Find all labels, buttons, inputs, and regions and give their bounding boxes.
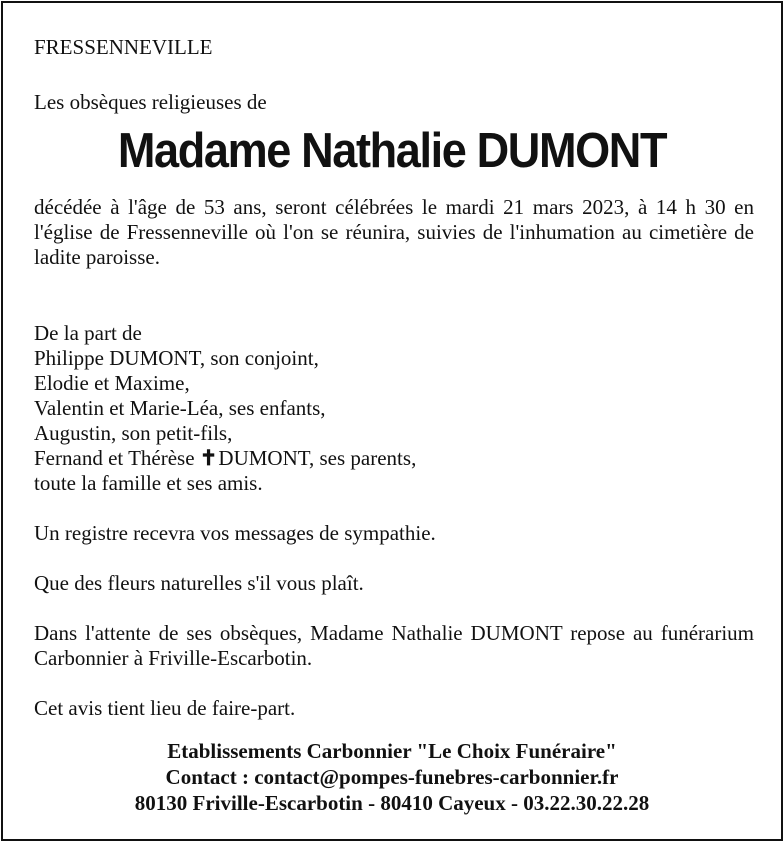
family-heading: De la part de [34, 321, 142, 345]
family-line-parents [34, 446, 416, 471]
faire-part-note: Cet avis tient lieu de faire-part. [34, 696, 296, 720]
family-line-children-2: Valentin et Marie-Léa, ses enfants, [34, 396, 326, 420]
parents-suffix: DUMONT, ses parents, [218, 446, 417, 470]
family-line-closing: toute la famille et ses amis. [34, 471, 263, 495]
family-line-grandchild: Augustin, son petit-fils, [34, 421, 233, 445]
rest-place-note: Dans l'attente de ses obsèques, Madame Nathalie DUMONT repose au funérarium Carbonnier à Friville-Escarbotin. [34, 621, 754, 670]
parents-prefix: Fernand et Thérèse [34, 446, 200, 470]
registry-note: Un registre recevra vos messages de sympathie. [34, 521, 436, 545]
deceased-name: Madame Nathalie DUMONT [117, 124, 667, 178]
funeral-details: décédée à l'âge de 53 ans, seront célébrées le mardi 21 mars 2023, à 14 h 30 en l'église de Fressenneville où l'on se réunira, suivies de l'inhumation au cimetière de ladite paroisse. [34, 195, 754, 269]
flowers-note: Que des fleurs naturelles s'il vous plaît. [34, 571, 364, 595]
footer-company: Etablissements Carbonnier "Le Choix Funéraire" [167, 739, 617, 763]
intro-text: Les obsèques religieuses de [34, 90, 267, 114]
footer-address: 80130 Friville-Escarbotin - 80410 Cayeux - 03.22.30.22.28 [134, 791, 650, 815]
obituary-notice [1, 1, 783, 841]
funeral-home-footer [3, 738, 781, 816]
town-name: FRESSENNEVILLE [34, 35, 213, 59]
cross-icon: ✝ [199, 446, 218, 470]
family-line-spouse: Philippe DUMONT, son conjoint, [34, 346, 319, 370]
family-line-children-1: Elodie et Maxime, [34, 371, 190, 395]
footer-contact: Contact : contact@pompes-funebres-carbonnier.fr [165, 765, 619, 789]
